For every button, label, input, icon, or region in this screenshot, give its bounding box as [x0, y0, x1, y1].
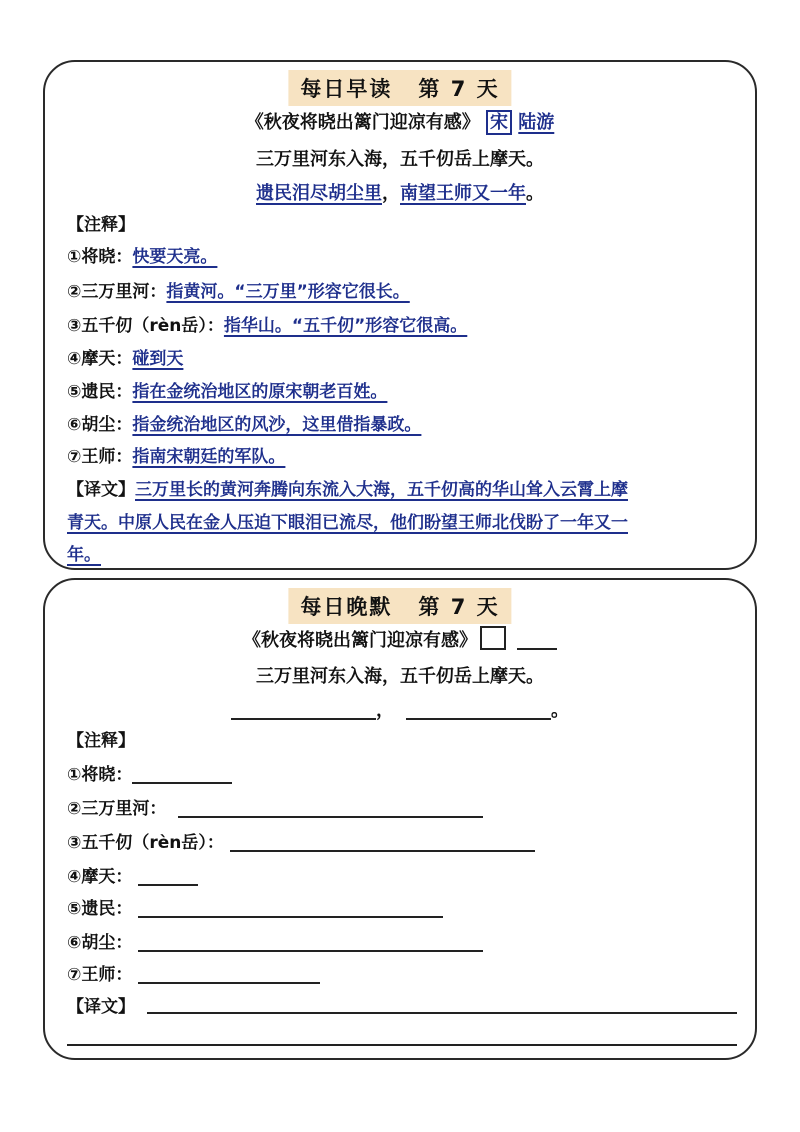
note-label: ②三万里河：	[67, 799, 167, 819]
evening-poem-heading	[45, 626, 755, 652]
morning-dynasty: 宋	[486, 110, 512, 135]
translation-blank-line-2[interactable]	[67, 1044, 737, 1046]
morning-poem-line-1: 三万里河东入海，五千仞岳上摩天。	[256, 149, 544, 170]
note-label: ④摩天：	[67, 349, 133, 369]
note-label: ③五千仞（rèn岳）：	[67, 316, 224, 336]
note-label: ⑥胡尘：	[67, 933, 133, 953]
evening-poem-line-1: 三万里河东入海，五千仞岳上摩天。	[256, 666, 544, 687]
note-label: ⑥胡尘：	[67, 415, 133, 435]
note-answer: 指南宋朝廷的军队。	[132, 447, 286, 467]
line2-blank-b[interactable]	[406, 718, 551, 720]
note-blank[interactable]	[132, 782, 232, 784]
note-label: ①将晓：	[67, 247, 133, 267]
morning-title-right: 第 7 天	[418, 77, 500, 101]
dynasty-blank-box[interactable]	[480, 626, 506, 650]
morning-title-badge	[288, 70, 511, 106]
morning-line2-end: 。	[526, 183, 544, 204]
note-label: ②三万里河：	[67, 282, 167, 302]
evening-note-7	[67, 960, 320, 985]
evening-title-right: 第 7 天	[418, 595, 500, 619]
note-answer: 指华山。“五千仞”形容它很高。	[223, 316, 468, 336]
note-blank[interactable]	[138, 916, 443, 918]
note-answer: 指黄河。“三万里”形容它很长。	[166, 282, 410, 302]
evening-poem-title: 《秋夜将晓出篱门迎凉有感》	[243, 630, 477, 651]
note-label: ①将晓：	[67, 765, 133, 785]
line2-end: 。	[551, 700, 569, 721]
note-blank[interactable]	[230, 850, 535, 852]
morning-note-6	[67, 410, 421, 435]
line2-blank-a[interactable]	[231, 718, 376, 720]
line2-sep: ，	[376, 700, 394, 721]
translation-text: 青天。中原人民在金人压迫下眼泪已流尽，他们盼望王师北伐盼了一年又一	[67, 513, 628, 533]
note-answer: 碰到天	[132, 349, 184, 369]
morning-note-7	[67, 442, 285, 467]
morning-poem-heading	[45, 108, 755, 134]
note-label: ⑤遗民：	[67, 382, 133, 402]
morning-translation-line-2	[67, 508, 737, 533]
evening-poem-line-2	[45, 696, 755, 722]
morning-translation-line-1	[67, 475, 737, 500]
evening-notes-heading: 【注释】	[67, 731, 135, 751]
note-blank[interactable]	[138, 950, 483, 952]
morning-poem-line-2	[45, 179, 755, 205]
evening-title-badge	[288, 588, 511, 624]
note-label: ④摩天：	[67, 867, 133, 887]
morning-notes-heading: 【注释】	[67, 215, 135, 235]
evening-title-left: 每日晚默	[300, 595, 393, 619]
morning-author: 陆游	[518, 112, 555, 133]
note-label: ⑤遗民：	[67, 899, 133, 919]
morning-note-5	[67, 377, 387, 402]
author-blank[interactable]	[517, 648, 557, 650]
morning-translation-label: 【译文】	[67, 480, 135, 500]
evening-note-3	[67, 828, 535, 853]
morning-note-1	[67, 242, 217, 267]
evening-translation-label: 【译文】	[67, 997, 135, 1017]
morning-poem-title: 《秋夜将晓出篱门迎凉有感》	[245, 112, 480, 133]
translation-text: 三万里长的黄河奔腾向东流入大海，五千仞高的华山耸入云霄上摩	[135, 480, 628, 500]
translation-text: 年。	[67, 545, 101, 565]
evening-note-5	[67, 894, 443, 919]
translation-blank-line-1[interactable]	[147, 1012, 737, 1014]
note-answer: 快要天亮。	[132, 247, 218, 267]
morning-title-left: 每日早读	[300, 77, 393, 101]
note-label: ⑦王师：	[67, 447, 133, 467]
morning-line2-b: 南望王师又一年	[400, 183, 526, 204]
note-blank[interactable]	[138, 982, 320, 984]
evening-note-4	[67, 862, 198, 887]
morning-line2-a: 遗民泪尽胡尘里	[256, 183, 382, 204]
morning-line2-sep: ，	[382, 183, 400, 204]
evening-note-6	[67, 928, 483, 953]
note-blank[interactable]	[138, 884, 198, 886]
morning-reading-card	[43, 60, 757, 570]
note-answer: 指在金统治地区的原宋朝老百姓。	[132, 382, 388, 402]
morning-note-3	[67, 311, 467, 336]
morning-note-4	[67, 344, 183, 369]
evening-note-1	[67, 760, 232, 785]
morning-translation-line-3	[67, 540, 737, 565]
note-answer: 指金统治地区的风沙，这里借指暴政。	[132, 415, 422, 435]
evening-recitation-card	[43, 578, 757, 1060]
note-label: ③五千仞（rèn岳）：	[67, 833, 224, 853]
note-blank[interactable]	[178, 816, 483, 818]
evening-note-2	[67, 794, 483, 819]
morning-note-2	[67, 277, 410, 302]
note-label: ⑦王师：	[67, 965, 133, 985]
